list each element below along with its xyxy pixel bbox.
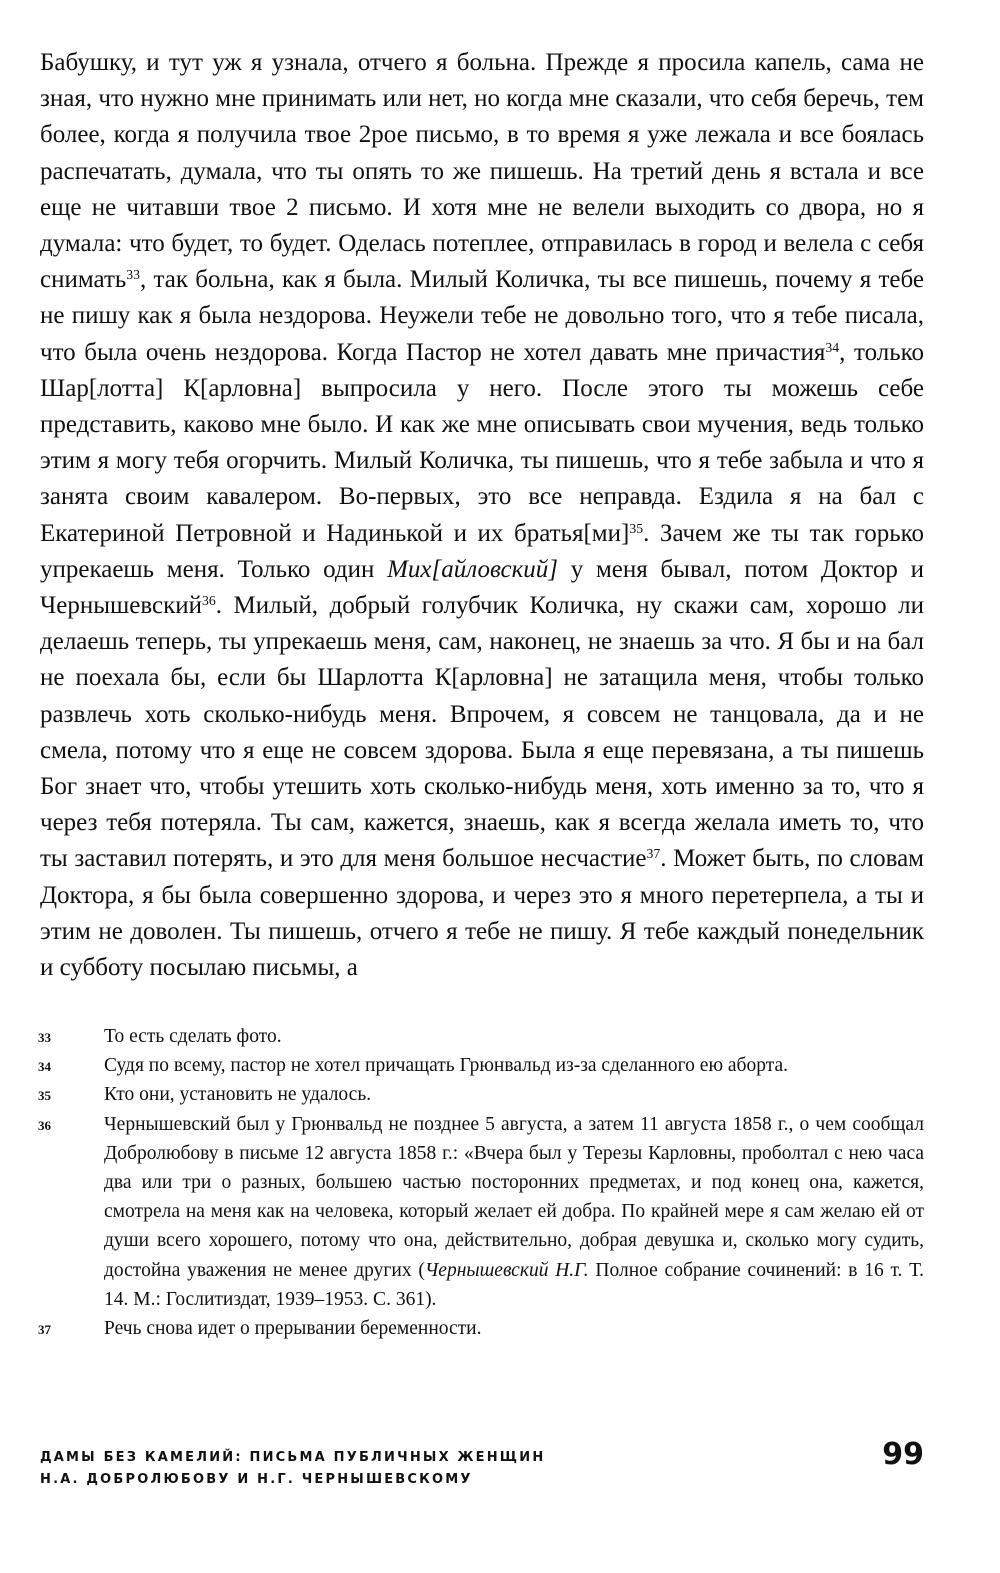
footnote-italic-author: Чернышевский Н.Г. [424, 1259, 589, 1281]
footnote-ref-36: 36 [202, 592, 216, 608]
footnote-33 [38, 1022, 924, 1051]
running-title-line2: Н.А. ДОБРОЛЮБОВУ И Н.Г. ЧЕРНЫШЕВСКОМУ [40, 1472, 473, 1487]
footnote-text-part: Чернышевский был у Грюнвальд не позднее 5 августа, а затем 11 августа 1858 г., о чем сообщал Добролюбову в письме 12 августа 1858 г.: «Вчера был у Терезы Карловны, проболтал с нею часа два или три о разных, большею частью посторонних предметах, и под конец она, кажется, смотрела на меня как на человека, который желает ей добра. По крайней мере я сам желаю ей от души всего хорошего, потому что она, действительно, добрая девушка и, сколько могу судить, достойна уважения не менее других ( [104, 1113, 924, 1281]
text-segment: . Может быть, по словам Доктора, я бы была совершенно здорова, и через это я много перетерпела, а ты и этим не доволен. Ты пишешь, отчего я тебе не пишу. Я тебе каждый понедельник и субботу посылаю письмы, а [40, 845, 924, 982]
running-title-line1: ДАМЫ БЕЗ КАМЕЛИЙ: ПИСЬМА ПУБЛИЧНЫХ ЖЕНЩИН [40, 1450, 546, 1465]
page-number: 99 [882, 1437, 924, 1472]
footnote-text-part: Полное собрание сочинений: в 16 т. Т. 14. М.: Гослитиздат, 1939–1953. С. 361). [104, 1259, 924, 1310]
footnote-number: 36 [38, 1117, 51, 1133]
footnote-text [104, 1110, 924, 1314]
footnote-ref-33: 33 [126, 266, 141, 282]
footnote-text: Кто они, установить не удалось. [104, 1084, 372, 1106]
footnote-number: 33 [38, 1030, 51, 1045]
footnote-number: 37 [38, 1322, 51, 1338]
footnote-text: Речь снова идет о прерывании беременности. [104, 1318, 482, 1340]
footnotes-block [38, 1022, 924, 1343]
text-segment: . Зачем же ты так горько упрекаешь меня. Только один [40, 519, 924, 583]
text-segment: , так больна, как я была. Милый Количка, ты все пишешь, почему я тебе не пишу как я была нездорова. Неужели тебе не довольно того, что я тебе писала, что была очень нездорова. Когда Пастор не хотел давать мне причастия [40, 266, 924, 366]
footnote-text: Судя по всему, пастор не хотел причащать Грюнвальд из-за сделанного ею аборта. [104, 1055, 789, 1077]
footnote-ref-37: 37 [646, 846, 661, 862]
footnote-text: То есть сделать фото. [104, 1026, 282, 1047]
text-segment: , только Шар[лотта] К[арловна] выпросила у него. После этого ты можешь себе представить, каково мне было. И как же мне описывать свои мучения, ведь только этим я могу тебя огорчить. Милый Количка, ты пишешь, что я тебе забыла и что я занята своим кавалером. Во-первых, это все неправда. Ездила я на бал с Екатериной Петровной и Надинькой и их братья[ми] [40, 338, 924, 547]
footnote-37 [38, 1314, 924, 1343]
footnote-34 [38, 1051, 924, 1080]
text-segment: у меня бывал, потом Доктор и Чернышевский [40, 555, 924, 620]
footnote-ref-35: 35 [629, 520, 644, 536]
running-title [40, 1447, 545, 1491]
footnote-number: 34 [38, 1059, 51, 1075]
letter-paragraph [40, 45, 924, 986]
text-segment: Бабушку, и тут уж я узнала, отчего я больна. Прежде я просила капель, сама не зная, что нужно мне принимать или нет, но когда мне сказали, что себя беречь, тем более, когда я получила твое 2рое письмо, в то время я уже лежала и все боялась распечатать, думала, что ты опять то же пишешь. На третий день я встала и все еще не читавши твое 2 письмо. И хотя мне не велели выходить со двора, но я думала: что будет, то будет. Оделась потеплее, отправилась в город и велела с себя снимать [40, 49, 924, 294]
footnote-36 [38, 1110, 924, 1314]
footnote-number: 35 [38, 1088, 51, 1104]
footnote-35 [38, 1080, 924, 1109]
main-text-block [40, 45, 924, 986]
footnote-ref-34: 34 [825, 339, 840, 355]
text-segment: . Милый, добрый голубчик Количка, ну скажи сам, хорошо ли делаешь теперь, ты упрекаешь меня, сам, наконец, не знаешь за что. Я бы и на бал не поехала бы, если бы Шарлотта К[арловна] не затащила меня, чтобы только развлечь хоть сколько-нибудь меня. Впрочем, я совсем не танцовала, да и не смела, потому что я еще не совсем здорова. Была я еще перевязана, а ты пишешь Бог знает что, чтобы утешить хоть сколько-нибудь меня, хоть именно за то, что я через тебя потеряла. Ты сам, кажется, знаешь, как я всегда желала иметь то, что ты заставил потерять, и это для меня большое несчастие [40, 592, 924, 873]
italic-name: Мих[айловский] [387, 555, 558, 583]
